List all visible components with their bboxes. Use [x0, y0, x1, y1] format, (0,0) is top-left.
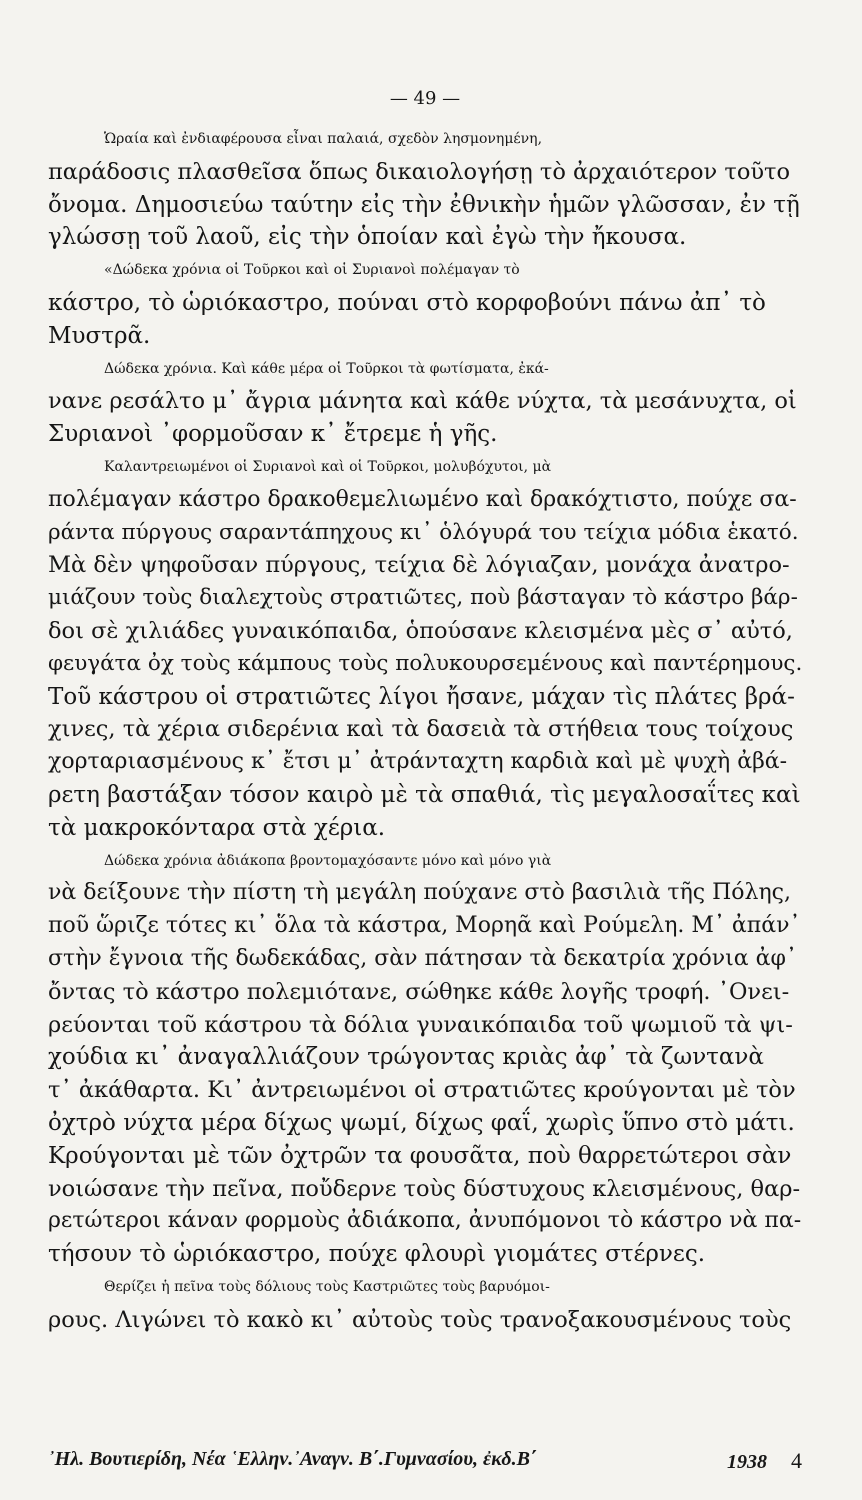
text-line: τήσουν τὸ ὡριόκαστρο, πούχε φλουρὶ γιομάτες στέρνες.: [48, 1241, 706, 1268]
footer-year: 1938: [727, 1451, 767, 1473]
paragraph: [48, 123, 802, 254]
text-line: χούδια κι᾿ ἀναγαλλιάζουν τρώγοντας κριὰς ἀφ᾿ τὰ ζωντανὰ: [48, 1044, 764, 1071]
footer-citation: ᾿Ηλ. Βουτιερίδη, Νέα ῾Ελλην.᾿Αναγν. Β΄.Γυμνασίου, ἐκδ.Β΄: [48, 1448, 537, 1470]
text-line: χορταριασμένους κ᾿ ἔτσι μ᾿ ἀτράνταχτη καρδιὰ καὶ μὲ ψυχὴ ἀβά-: [48, 749, 788, 775]
paragraph: [48, 1271, 802, 1337]
paragraph: [48, 845, 802, 1271]
text-line: ρετη βαστάξαν τόσον καιρὸ μὲ τὰ σπαθιά, τὶς μεγαλοσαΐτες καὶ: [48, 781, 801, 808]
text-line: νοιώσανε τὴν πεῖνα, ποὔδερνε τοὺς δύστυχους κλεισμένους, θαρ-: [48, 1175, 801, 1202]
text-line: ὄντας τὸ κάστρο πολεμιότανε, σώθηκε κάθε λογῆς τροφή. ᾿Ονει-: [48, 978, 790, 1005]
text-line: ράντα πύργους σαραντάπηχους κι᾿ ὁλόγυρά του τείχια μόδια ἑκατό.: [48, 519, 799, 545]
text-line: πολέμαγαν κάστρο δρακοθεμελιωμένο καὶ δρακόχτιστο, πούχε σα-: [48, 486, 797, 512]
text-line: Συριανοὶ ᾿φορμοῦσαν κ᾿ ἔτρεμε ἡ γῆς.: [48, 421, 498, 448]
text-line: Μὰ δὲν ψηφοῦσαν πύργους, τείχια δὲ λόγιαζαν, μονάχα ἀνατρο-: [48, 552, 790, 579]
text-line: κάστρο, τὸ ὡριόκαστρο, πούναι στὸ κορφοβούνι πάνω ἀπ᾿ τὸ: [48, 289, 766, 316]
text-line: ρεύονται τοῦ κάστρου τὰ δόλια γυναικόπαιδα τοῦ ψωμιοῦ τὰ ψι-: [48, 1011, 793, 1038]
text-line: Κρούγονται μὲ τῶν ὀχτρῶν τα φουσᾶτα, ποὺ θαρρετώτεροι σὰν: [48, 1142, 792, 1169]
paragraph: [48, 451, 802, 845]
paragraph: [48, 353, 802, 451]
text-line: Δώδεκα χρόνια. Καὶ κάθε μέρα οἱ Τοῦρκοι τὰ φωτίσματα, ἐκά-: [104, 360, 549, 377]
footer-right: [727, 1448, 802, 1474]
paragraph: [48, 254, 802, 352]
text-line: φευγάτα ὀχ τοὺς κάμπους τοὺς πολυκουρσεμένους καὶ παντέρημους.: [48, 650, 803, 676]
text-line: μιάζουν τοὺς διαλεχτοὺς στρατιῶτες, ποὺ βάσταγαν τὸ κάστρο βάρ-: [48, 585, 798, 611]
page-number: — 49 —: [389, 88, 461, 109]
text-line: Μυστρᾶ.: [48, 322, 151, 349]
text-line: τ᾿ ἀκάθαρτα. Κι᾿ ἀντρειωμένοι οἱ στρατιῶτες κρούγονται μὲ τὸν: [48, 1077, 796, 1104]
text-line: παράδοσις πλασθεῖσα ὅπως δικαιολογήσῃ τὸ ἀρχαιότερον τοῦτο: [48, 158, 791, 185]
footer-sheet-number: 4: [791, 1448, 802, 1473]
text-line: «Δώδεκα χρόνια οἱ Τοῦρκοι καὶ οἱ Συριανοὶ πολέμαγαν τὸ: [104, 262, 520, 279]
text-line: Καλαντρειωμένοι οἱ Συριανοὶ καὶ οἱ Τοῦρκοι, μολυβόχυτοι, μὰ: [104, 458, 552, 475]
text-line: τὰ μακροκόνταρα στὰ χέρια.: [48, 814, 386, 841]
text-line: χινες, τὰ χέρια σιδερένια καὶ τὰ δασειὰ τὰ στήθεια τους τοίχους: [48, 716, 794, 743]
text-line: δοι σὲ χιλιάδες γυναικόπαιδα, ὁπούσανε κλεισμένα μὲς σ᾿ αὐτό,: [48, 617, 793, 644]
text-line: γλώσσῃ τοῦ λαοῦ, εἰς τὴν ὁποίαν καὶ ἐγὼ τὴν ἤκουσα.: [48, 224, 687, 251]
text-line: Ὡραία καὶ ἐνδιαφέρουσα εἶναι παλαιά, σχεδὸν λησμονημένη,: [104, 131, 543, 147]
text-line: ρους. Λιγώνει τὸ κακὸ κι᾿ αὐτοὺς τοὺς τρανοξακουσμένους τοὺς: [48, 1306, 792, 1333]
text-line: Τοῦ κάστρου οἱ στρατιῶτες λίγοι ἤσανε, μάχαν τὶς πλάτες βρά-: [48, 683, 795, 710]
text-line: Θερίζει ἡ πεῖνα τοὺς δόλιους τοὺς Καστριῶτες τοὺς βαρυόμοι-: [104, 1278, 550, 1295]
text-line: ποῦ ὥριζε τότες κι᾿ ὅλα τὰ κάστρα, Μορηᾶ καὶ Ρούμελη. Μ᾿ ἀπάν᾿: [48, 913, 801, 939]
text-line: στὴν ἔγνοια τῆς δωδεκάδας, σὰν πάτησαν τὰ δεκατρία χρόνια ἀφ᾿: [48, 945, 797, 971]
text-body: [48, 123, 802, 1336]
text-line: Δώδεκα χρόνια ἀδιάκοπα βροντομαχόσαντε μόνο καὶ μόνο γιὰ: [104, 852, 552, 869]
text-line: ὄνομα. Δημοσιεύω ταύτην εἰς τὴν ἐθνικὴν ἡμῶν γλῶσσαν, ἐν τῇ: [48, 191, 800, 218]
text-line: ὀχτρὸ νύχτα μέρα δίχως ψωμί, δίχως φαΐ, χωρὶς ὕπνο στὸ μάτι.: [48, 1109, 795, 1136]
text-line: νὰ δείξουνε τὴν πίστη τὴ μεγάλη πούχανε στὸ βασιλιὰ τῆς Πόλης,: [48, 880, 791, 906]
page-footer: [48, 1448, 802, 1474]
text-line: νανε ρεσάλτο μ᾿ ἄγρια μάνητα καὶ κάθε νύχτα, τὰ μεσάνυχτα, οἱ: [48, 388, 797, 415]
text-line: ρετώτεροι κάναν φορμοὺς ἀδιάκοπα, ἀνυπόμονοι τὸ κάστρο νὰ πα-: [48, 1208, 802, 1234]
